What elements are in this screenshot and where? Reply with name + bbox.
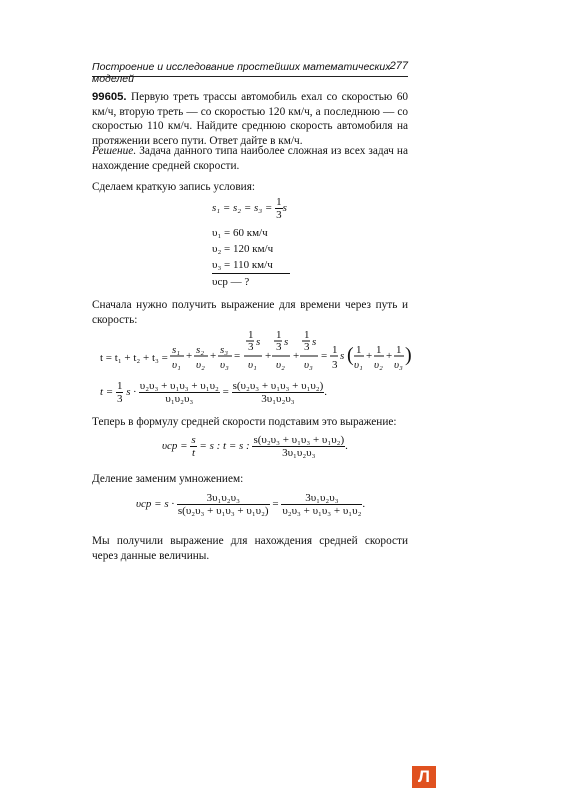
para-time: Сначала нужно получить выражение для времени через путь и скорость: (92, 299, 408, 326)
frac-den: 3υ₁υ₂υ₃ (261, 393, 295, 405)
svg-text:=: = (234, 350, 241, 362)
svg-text:υ₂: υ₂ (276, 359, 285, 371)
formula2-lhs: t = (100, 386, 114, 399)
svg-text:υ₁: υ₁ (172, 359, 181, 371)
formula4-frac2 (281, 492, 362, 517)
svg-text:1: 1 (332, 344, 338, 356)
svg-text:3: 3 (276, 341, 282, 353)
svg-text:1: 1 (356, 344, 362, 356)
formula2-frac1 (139, 380, 220, 405)
frac-den: s(υ₂υ₃ + υ₁υ₃ + υ₁υ₂) (177, 505, 269, 517)
given-v2: υ₂ = 120 км/ч (212, 243, 274, 255)
svg-text:3: 3 (332, 359, 338, 371)
short-note: Сделаем краткую запись условия: (92, 181, 256, 193)
svg-text:s: s (284, 336, 289, 348)
formula2-mid: s · (126, 386, 137, 399)
svg-text:+: + (293, 350, 300, 362)
given-eq1-frac (275, 196, 283, 221)
svg-text:υ₁: υ₁ (354, 359, 363, 371)
given-divider (212, 273, 290, 274)
given-eq1 (212, 196, 287, 221)
svg-text:1: 1 (396, 344, 402, 356)
svg-text:(: ( (347, 344, 354, 366)
given-eq1-tail: s (282, 202, 287, 215)
svg-text:+: + (366, 350, 373, 362)
svg-text:+: + (186, 350, 193, 362)
formula4-lhs: υср = s · (136, 498, 175, 511)
formula3-lhs: υср = (162, 440, 188, 453)
conclusion: Мы получили выражение для нахождения средней скорости через данные величины. (92, 535, 408, 562)
svg-text:1: 1 (304, 329, 310, 341)
svg-text:+: + (386, 350, 393, 362)
svg-text:3: 3 (248, 341, 254, 353)
frac-num: 3υ₁υ₂υ₃ (281, 492, 362, 505)
problem-number: 99605. (92, 91, 127, 103)
formula4: υср = s · $\frac{\text{3υ₁υ₂υ₃}}{\text{s(υ₂υ₃ + υ₁υ₃ + υ₁υ₂)}}$ = $\frac{\text{3υ₁υ₂υ₃}}{\text{υ₂υ₃ + υ₁υ₃ + υ₁υ₂}}$ . (136, 492, 366, 517)
frac-num: s(υ₂υ₃ + υ₁υ₃ + υ₁υ₂) (253, 434, 345, 446)
given-eq1-text: s₁ = s₂ = s₃ = (212, 202, 276, 215)
svg-text:): ) (405, 344, 412, 366)
formula4-frac1 (177, 492, 270, 517)
svg-text:1: 1 (376, 344, 382, 356)
frac-num: υ₂υ₃ + υ₁υ₃ + υ₁υ₂ (139, 380, 219, 392)
formula1-lhs: t = t₁ + t₂ + t₃ = (100, 352, 168, 364)
frac-den: 3 (116, 393, 123, 405)
given-v1: υ₁ = 60 км/ч (212, 227, 268, 239)
para-mult: Деление заменим умножением: (92, 473, 244, 485)
frac-num: 1 (276, 196, 282, 208)
formula2-frac2 (232, 380, 325, 405)
frac-den: υ₁υ₂υ₃ (165, 393, 194, 405)
publisher-logo (412, 766, 436, 788)
formula2: t = $\frac{1}{3}$ s · $\frac{\text{υ₂υ₃ + υ₁υ₃ + υ₁υ₂}}{\text{υ₁υ₂υ₃}}$ = $\frac{\text{s(υ₂υ₃ + υ₁υ₃ + υ₁υ₂)}}{\text{3υ₁υ₂υ₃}}$ . (100, 380, 328, 405)
formula3-st (190, 434, 196, 459)
para-subst: Теперь в формулу средней скорости подставим это выражение: (92, 416, 397, 428)
svg-text:+: + (210, 350, 217, 362)
svg-text:s: s (256, 336, 261, 348)
svg-text:3: 3 (304, 341, 310, 353)
solution-intro-text: Задача данного типа наиболее сложная из всех задач на нахождение средней скорости. (92, 145, 408, 172)
frac-num: s(υ₂υ₃ + υ₁υ₃ + υ₁υ₂) (232, 380, 324, 392)
svg-text:υ₃: υ₃ (304, 359, 313, 371)
solution-intro (92, 144, 408, 173)
formula1-fractions (170, 330, 410, 374)
formula3-frac (252, 434, 345, 459)
svg-text:s₂: s₂ (196, 344, 205, 356)
problem-text: Первую треть трассы автомобиль ехал со скоростью 60 км/ч, вторую треть — со скоростью 120 км/ч, а последнюю — со скоростью 110 км/ч. Найдите среднюю скорость автомобиля на протяжении всего пути. Ответ дайте в км/ч. (92, 91, 409, 147)
frac-den: υ₂υ₃ + υ₁υ₃ + υ₁υ₂ (282, 505, 362, 517)
svg-text:s₃: s₃ (220, 344, 229, 356)
problem-statement (92, 90, 408, 148)
svg-text:υ₃: υ₃ (220, 359, 229, 371)
logo-letter: Л (418, 767, 430, 786)
svg-text:1: 1 (276, 329, 282, 341)
svg-text:+: + (265, 350, 272, 362)
svg-text:s₁: s₁ (172, 344, 181, 356)
given-find: υср — ? (212, 276, 250, 288)
frac-den: 3υ₁υ₂υ₃ (282, 447, 316, 459)
frac-num: 3υ₁υ₂υ₃ (177, 492, 270, 505)
svg-text:υ₂: υ₂ (374, 359, 383, 371)
formula3: υср = $\frac{s}{t}$ = s : t = s : $\frac{\text{s(υ₂υ₃ + υ₁υ₃ + υ₁υ₂)}}{\text{3υ₁υ₂υ₃}}$ . (162, 434, 348, 459)
frac-num: 1 (116, 380, 123, 392)
given-v3: υ₃ = 110 км/ч (212, 259, 273, 271)
svg-text:υ₃: υ₃ (394, 359, 403, 371)
formula3-mid: = s : t = s : (199, 440, 250, 453)
svg-text:s: s (312, 336, 317, 348)
frac-den: t (191, 447, 196, 459)
page-number: 277 (389, 60, 408, 72)
frac-num: s (191, 434, 196, 446)
svg-text:1: 1 (248, 329, 254, 341)
svg-text:υ₁: υ₁ (248, 359, 257, 371)
svg-text:υ₂: υ₂ (196, 359, 205, 371)
formula2-third (116, 380, 124, 405)
running-header (92, 60, 408, 85)
solution-label: Решение. (92, 145, 137, 157)
frac-den: 3 (276, 209, 282, 221)
header-title: Построение и исследование простейших математических моделей (92, 61, 391, 85)
svg-text:=: = (321, 350, 328, 362)
svg-text:s: s (340, 350, 345, 362)
